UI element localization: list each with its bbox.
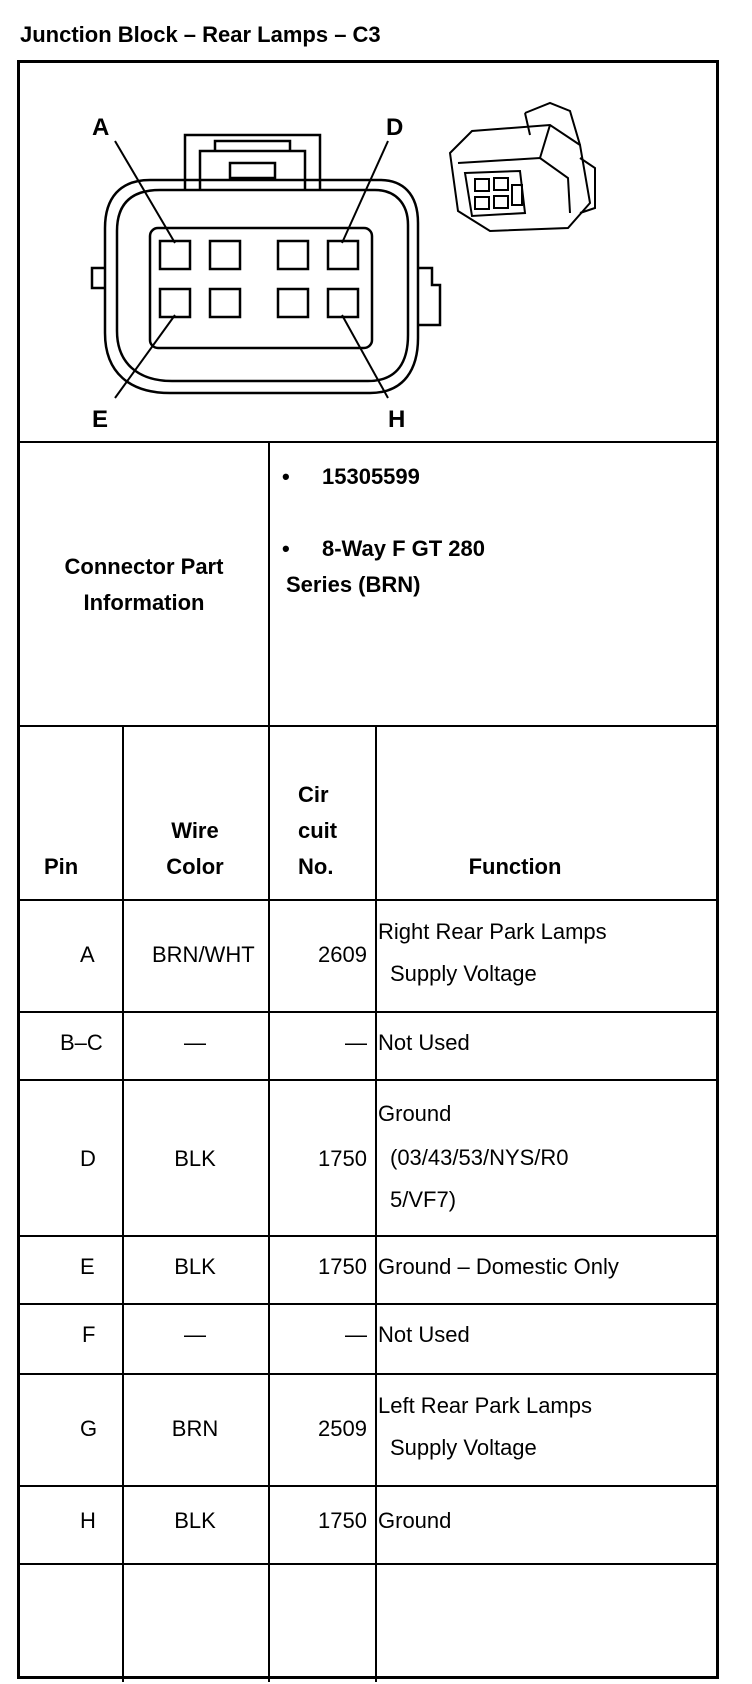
row-a-function-1: Right Rear Park Lamps: [378, 919, 607, 944]
row-d-function-2: (03/43/53/NYS/R0: [390, 1145, 569, 1170]
row-d-function-1: Ground: [378, 1101, 452, 1126]
part-number: 15305599: [322, 464, 420, 489]
row-g-wire: BRN: [171, 1416, 219, 1441]
header-circuit-1: Cir: [298, 782, 329, 807]
header-circuit-3: No.: [298, 854, 334, 879]
row-a-pin: A: [80, 942, 95, 967]
header-function: Function: [468, 854, 562, 879]
row-e-function-1: Ground – Domestic Only: [378, 1254, 619, 1279]
header-circuit-2: cuit: [298, 818, 338, 843]
bullet-description: •: [282, 536, 290, 561]
pin-label-a: A: [92, 114, 110, 141]
connector-description-1: 8-Way F GT 280: [322, 536, 486, 561]
header-wire-1: Wire: [171, 818, 219, 843]
connector-info-label-1: Connector Part: [64, 554, 224, 579]
connector-table-frame: [17, 60, 719, 1679]
row-f-wire: —: [184, 1322, 206, 1347]
pin-label-d: D: [386, 114, 404, 141]
row-a-wire: BRN/WHT: [152, 942, 255, 967]
row-bc-pin: B–C: [60, 1030, 103, 1055]
row-a-function-2: Supply Voltage: [390, 961, 537, 986]
row-d-function-3: 5/VF7): [390, 1187, 457, 1212]
row-f-pin: F: [82, 1322, 96, 1347]
row-h-circuit: 1750: [318, 1508, 367, 1533]
row-d-circuit: 1750: [318, 1146, 367, 1171]
row-g-function-2: Supply Voltage: [390, 1435, 537, 1460]
row-h-pin: H: [80, 1508, 96, 1533]
row-g-pin: G: [80, 1416, 98, 1441]
row-h-wire: BLK: [174, 1508, 216, 1533]
row-bc-function-1: Not Used: [378, 1030, 470, 1055]
header-wire-2: Color: [166, 854, 224, 879]
row-e-circuit: 1750: [318, 1254, 367, 1279]
row-g-function-1: Left Rear Park Lamps: [378, 1393, 592, 1418]
row-bc-circuit: —: [345, 1030, 367, 1055]
row-bc-wire: —: [184, 1030, 206, 1055]
connector-diagram: [20, 63, 716, 443]
bullet-part-number: •: [282, 464, 290, 489]
row-f-function-1: Not Used: [378, 1322, 470, 1347]
row-a-circuit: 2609: [318, 942, 367, 967]
row-h-function-1: Ground: [378, 1508, 452, 1533]
row-e-pin: E: [80, 1254, 95, 1279]
row-g-circuit: 2509: [318, 1416, 367, 1441]
row-e-wire: BLK: [174, 1254, 216, 1279]
pin-label-h: H: [388, 406, 406, 433]
row-d-pin: D: [80, 1146, 96, 1171]
header-pin: Pin: [44, 854, 79, 879]
connector-description-2: Series (BRN): [286, 572, 421, 597]
row-d-wire: BLK: [174, 1146, 216, 1171]
page-title: Junction Block – Rear Lamps – C3: [20, 22, 381, 47]
connector-info-label-2: Information: [83, 590, 205, 615]
pin-label-e: E: [92, 406, 109, 433]
row-f-circuit: —: [345, 1322, 367, 1347]
